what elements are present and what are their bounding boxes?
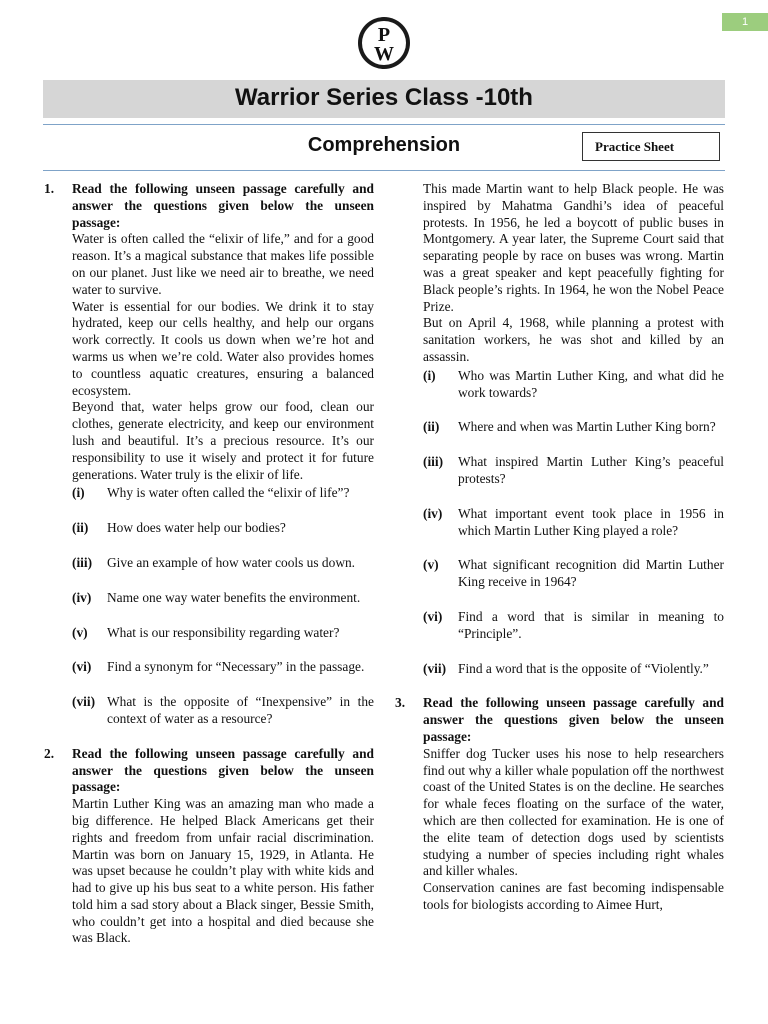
question-heading: Read the following unseen passage carefully and answer the questions given below the unseen passage: [423, 695, 724, 744]
sub-question [423, 661, 724, 678]
question-heading: Read the following unseen passage carefully and answer the questions given below the unseen passage: [72, 745, 374, 795]
sub-question [423, 557, 724, 591]
sub-question-text: What inspired Martin Luther King’s peaceful protests? [458, 454, 724, 486]
divider [43, 124, 725, 125]
sub-question-number: (iv) [72, 589, 92, 605]
passage-paragraph: Water is often called the “elixir of life,” and for a good reason. It’s a magical substance that makes life possible on our planet. Just like we need air to breathe, we need water to survive. [72, 231, 374, 297]
passage-paragraph: But on April 4, 1968, while planning a protest with sanitation workers, he was shot and killed by an assassin. [423, 315, 724, 364]
sub-question-text: Find a word that is the opposite of “Violently.” [458, 660, 709, 676]
sub-question-text: Give an example of how water cools us down. [107, 554, 356, 570]
sub-question-text: Name one way water benefits the environment. [107, 589, 361, 605]
pw-logo-icon [362, 21, 406, 65]
sub-question-number: (vii) [72, 694, 96, 710]
sub-question [423, 368, 724, 402]
sub-question-text: What significant recognition did Martin Luther King receive in 1964? [458, 557, 724, 590]
sub-question-text: What important event took place in 1956 in which Martin Luther King played a role? [458, 505, 724, 538]
sub-question [423, 506, 724, 540]
sub-question-text: What is the opposite of “Inexpensive” in the context of water as a resource? [107, 694, 374, 726]
sub-question-number: (vi) [72, 659, 92, 675]
sub-question-text: What is our responsibility regarding water? [107, 624, 340, 640]
question-heading: Read the following unseen passage carefully and answer the questions given below the unseen passage: [72, 181, 374, 230]
question-1 [44, 181, 374, 483]
sub-question [423, 419, 724, 436]
passage-paragraph: Conservation canines are fast becoming indispensable tools for biologists according to Aimee Hurt, [423, 880, 724, 912]
sub-question [72, 625, 374, 642]
sub-question [72, 659, 374, 676]
sub-question [72, 694, 374, 728]
divider [43, 170, 725, 171]
svg-text:W: W [374, 43, 394, 65]
sub-question [423, 609, 724, 643]
sub-question-text: Who was Martin Luther King, and what did he work towards? [458, 367, 724, 400]
sub-question [72, 555, 374, 572]
passage-paragraph: This made Martin want to help Black people. He was inspired by Mahatma Gandhi’s idea of peaceful protests. In 1956, he led a boycott of public buses in Montgomery. A year later, the Supreme Court said that separating people by race on buses was wrong. Martin was a great speaker and kept peacefully fighting for Black people’s rights. In 1964, he won the Nobel Peace Prize. [423, 181, 724, 314]
practice-sheet-badge: Practice Sheet [582, 132, 720, 161]
question-number: 1. [44, 181, 55, 196]
passage-paragraph: Martin Luther King was an amazing man who made a big difference. He helped Black Americans get their rights and freedom from unfair racial discrimination. Martin was born on January 15, 1929, in Atlanta. He was upset because he couldn’t play with white kids and had to give up his bus seat to a white person. His father told him a sad story about a Black singer, Bessie Smith, who couldn’t get into a hospital and died because she was Black. [72, 796, 374, 946]
title-bar [43, 80, 725, 118]
question-number: 2. [44, 745, 55, 761]
passage-paragraph: Beyond that, water helps grow our food, clean our clothes, generate electricity, and keep our environment lush and beautiful. It’s a precious resource. It’s our responsibility to use it wisely and protect it for future generations. Water truly is the elixir of life. [72, 399, 374, 482]
sub-question-text: Find a synonym for “Necessary” in the passage. [107, 659, 365, 675]
sub-question-text: Why is water often called the “elixir of life”? [107, 485, 350, 501]
sub-question [72, 520, 374, 537]
sub-question [72, 590, 374, 607]
sub-question-number: (vi) [423, 608, 443, 624]
sub-question-number: (iii) [423, 454, 444, 470]
sub-question-number: (iv) [423, 505, 443, 521]
passage-paragraph: Sniffer dog Tucker uses his nose to help researchers find out why a killer whale population off the northwest coast of the United States is on the decline. He searches for whale feces floating on the surface of the water, which are then collected for examination. He is one of the elite team of detection dogs used by scientists studying a number of species including right whales and killer whales. [423, 745, 724, 879]
right-column [395, 181, 724, 916]
sub-question-number: (vii) [423, 660, 447, 676]
left-column [44, 181, 374, 949]
sub-question-number: (i) [72, 485, 85, 501]
sub-question-number: (ii) [72, 520, 89, 536]
question-2 [44, 746, 374, 948]
sub-question-number: (v) [72, 624, 88, 640]
sub-question-text: Find a word that is similar in meaning to “Principle”. [458, 608, 724, 641]
sub-question [423, 454, 724, 488]
passage-paragraph: Water is essential for our bodies. We drink it to stay hydrated, keep our cells healthy, and help our organs work correctly. It cools us down when we’re hot and warms us when we’re cold. Water also provides homes to countless aquatic creatures, ensuring a balanced ecosystem. [72, 298, 374, 398]
sub-question-number: (ii) [423, 419, 440, 435]
page-title: Warrior Series Class -10th [235, 84, 533, 111]
sub-question-text: How does water help our bodies? [107, 520, 286, 536]
svg-text:P: P [377, 24, 391, 46]
sub-question-text: Where and when was Martin Luther King born? [458, 419, 716, 435]
pw-logo [358, 17, 410, 69]
question-number: 3. [395, 695, 406, 711]
sub-question-number: (iii) [72, 554, 93, 570]
sub-question-number: (v) [423, 557, 439, 573]
sub-question [72, 485, 374, 502]
sub-question-number: (i) [423, 367, 436, 383]
question-3 [395, 695, 724, 913]
page-number: 1 [722, 13, 768, 31]
section-subtitle: Comprehension [307, 134, 461, 156]
